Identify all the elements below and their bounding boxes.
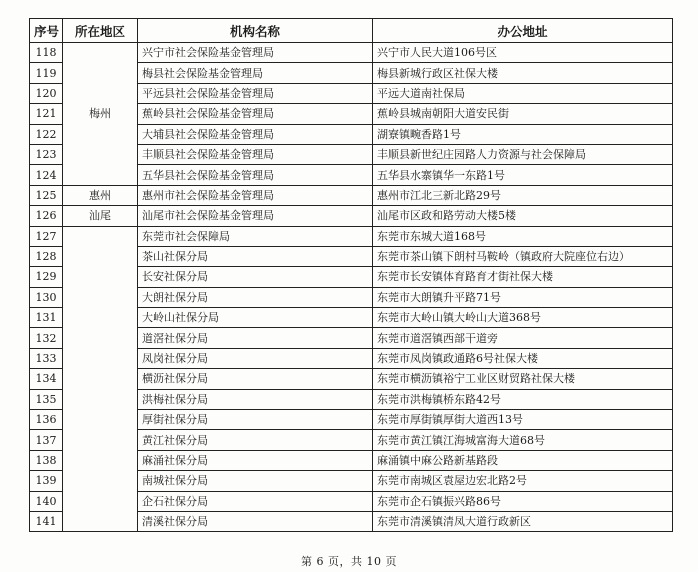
cell-region-shanwei: 汕尾 (63, 206, 138, 226)
cell-name: 厚街社保分局 (138, 410, 373, 430)
cell-address: 麻涌镇中麻公路新基路段 (373, 450, 673, 470)
header-address: 办公地址 (373, 19, 673, 43)
cell-name: 丰顺县社会保险基金管理局 (138, 144, 373, 164)
cell-no: 140 (30, 491, 63, 511)
header-region: 所在地区 (63, 19, 138, 43)
cell-no: 119 (30, 63, 63, 83)
cell-name: 大埔县社会保险基金管理局 (138, 124, 373, 144)
cell-no: 125 (30, 185, 63, 205)
cell-address: 梅县新城行政区社保大楼 (373, 63, 673, 83)
cell-address: 东莞市横沥镇裕宁工业区财贸路社保大楼 (373, 369, 673, 389)
cell-address: 东莞市大岭山镇大岭山大道368号 (373, 308, 673, 328)
agency-table (29, 18, 673, 532)
cell-address: 惠州市江北三新北路29号 (373, 185, 673, 205)
cell-name: 清溪社保分局 (138, 511, 373, 531)
table-header-row (30, 19, 673, 43)
cell-name: 南城社保分局 (138, 471, 373, 491)
table-row (30, 226, 673, 246)
cell-name: 洪梅社保分局 (138, 389, 373, 409)
cell-address: 平远大道南社保局 (373, 83, 673, 103)
cell-address: 东莞市道滘镇西部干道旁 (373, 328, 673, 348)
cell-name: 长安社保分局 (138, 267, 373, 287)
cell-address: 蕉岭县城南朝阳大道安民街 (373, 104, 673, 124)
cell-no: 134 (30, 369, 63, 389)
header-no: 序号 (30, 19, 63, 43)
cell-address: 五华县水寨镇华一东路1号 (373, 165, 673, 185)
cell-no: 135 (30, 389, 63, 409)
cell-name: 汕尾市社会保险基金管理局 (138, 206, 373, 226)
cell-address: 湖寮镇畹香路1号 (373, 124, 673, 144)
cell-address: 东莞市洪梅镇桥东路42号 (373, 389, 673, 409)
cell-name: 梅县社会保险基金管理局 (138, 63, 373, 83)
cell-name: 惠州市社会保险基金管理局 (138, 185, 373, 205)
cell-no: 124 (30, 165, 63, 185)
cell-no: 136 (30, 410, 63, 430)
cell-address: 东莞市大朗镇升平路71号 (373, 287, 673, 307)
page-footer: 第 6 页，共 10 页 (301, 555, 397, 568)
cell-no: 118 (30, 43, 63, 63)
cell-no: 129 (30, 267, 63, 287)
cell-no: 126 (30, 206, 63, 226)
cell-address: 东莞市长安镇体育路育才街社保大楼 (373, 267, 673, 287)
cell-region-huizhou: 惠州 (63, 185, 138, 205)
table-row (30, 43, 673, 63)
cell-no: 130 (30, 287, 63, 307)
cell-address: 东莞市企石镇振兴路86号 (373, 491, 673, 511)
cell-name: 蕉岭县社会保险基金管理局 (138, 104, 373, 124)
cell-region-dongguan (63, 226, 138, 532)
cell-no: 133 (30, 348, 63, 368)
cell-region-meizhou: 梅州 (63, 43, 138, 186)
cell-address: 丰顺县新世纪庄园路人力资源与社会保障局 (373, 144, 673, 164)
cell-name: 企石社保分局 (138, 491, 373, 511)
cell-no: 121 (30, 104, 63, 124)
cell-address: 东莞市凤岗镇政通路6号社保大楼 (373, 348, 673, 368)
table-row (30, 206, 673, 226)
cell-address: 东莞市厚街镇厚街大道西13号 (373, 410, 673, 430)
cell-name: 凤岗社保分局 (138, 348, 373, 368)
cell-no: 141 (30, 511, 63, 531)
cell-name: 麻涌社保分局 (138, 450, 373, 470)
cell-no: 139 (30, 471, 63, 491)
cell-no: 132 (30, 328, 63, 348)
cell-name: 平远县社会保险基金管理局 (138, 83, 373, 103)
cell-name: 五华县社会保险基金管理局 (138, 165, 373, 185)
header-name: 机构名称 (138, 19, 373, 43)
cell-name: 兴宁市社会保险基金管理局 (138, 43, 373, 63)
cell-no: 122 (30, 124, 63, 144)
cell-name: 道滘社保分局 (138, 328, 373, 348)
cell-no: 138 (30, 450, 63, 470)
cell-name: 黄江社保分局 (138, 430, 373, 450)
cell-address: 东莞市茶山镇下朗村马鞍岭（镇政府大院座位右边） (373, 246, 673, 266)
cell-name: 大岭山社保分局 (138, 308, 373, 328)
cell-no: 128 (30, 246, 63, 266)
cell-address: 汕尾市区政和路劳动大楼5楼 (373, 206, 673, 226)
cell-address: 东莞市黄江镇江海城富海大道68号 (373, 430, 673, 450)
cell-name: 大朗社保分局 (138, 287, 373, 307)
cell-address: 东莞市南城区袁屋边宏北路2号 (373, 471, 673, 491)
cell-name: 东莞市社会保障局 (138, 226, 373, 246)
cell-address: 兴宁市人民大道106号区 (373, 43, 673, 63)
cell-no: 127 (30, 226, 63, 246)
table-row (30, 185, 673, 205)
cell-no: 123 (30, 144, 63, 164)
cell-no: 131 (30, 308, 63, 328)
cell-address: 东莞市东城大道168号 (373, 226, 673, 246)
cell-name: 横沥社保分局 (138, 369, 373, 389)
cell-name: 茶山社保分局 (138, 246, 373, 266)
cell-no: 120 (30, 83, 63, 103)
cell-no: 137 (30, 430, 63, 450)
cell-address: 东莞市清溪镇清凤大道行政新区 (373, 511, 673, 531)
